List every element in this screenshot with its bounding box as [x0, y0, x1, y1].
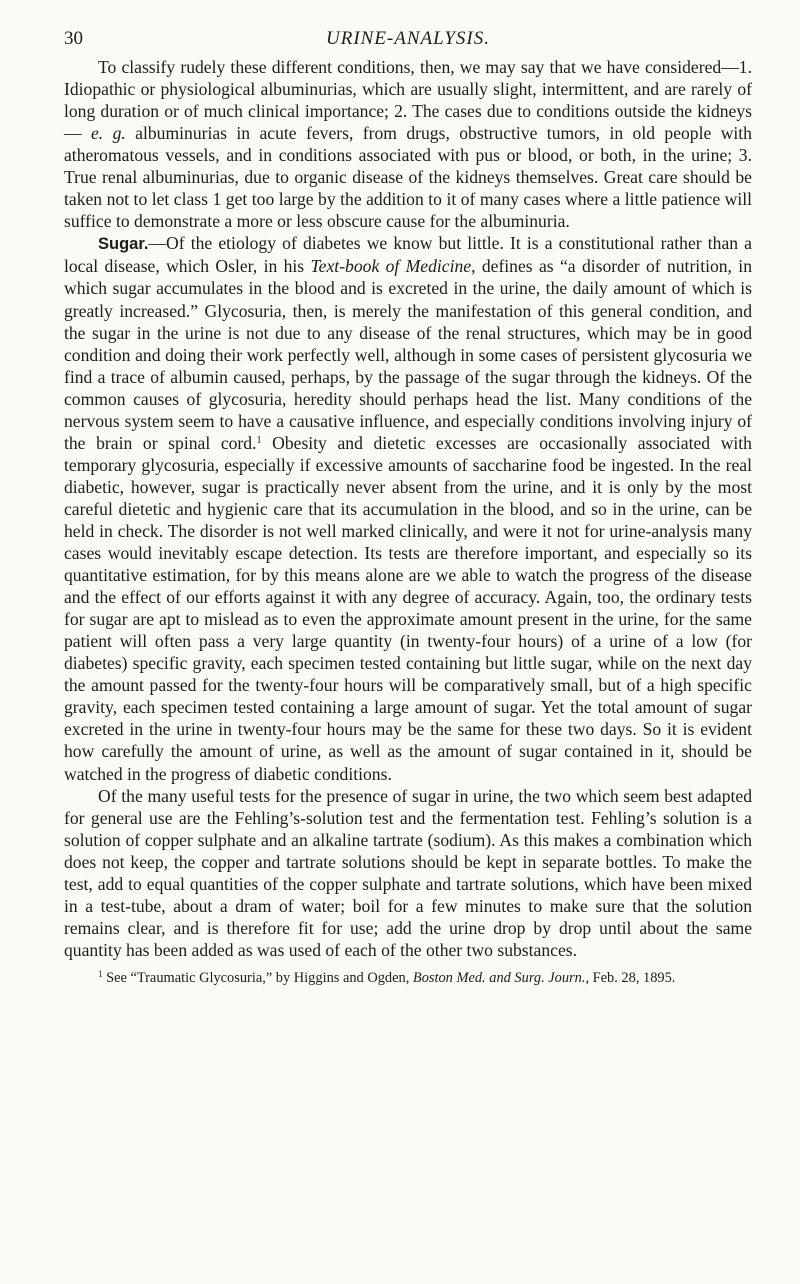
paragraph-text: defines as “a disorder of nutrition, in which sugar accumulates in the blood and is excreted in the urine, the daily amount of which is greatly increased.” Glycosuria, then, is merely the manifestation of this general condition, and the sugar in the urine is not due to any disease of the renal structures, which may be in good condition and doing their work perfectly well, although in some cases of persistent glycosuria we find a trace of albumin caused, perhaps, by the passage of the sugar through the kidneys. Of the common causes of glycosuria, heredity should perhaps head the list. Many conditions of the nervous system seem to have a causative influence, and especially conditions involving injury of the brain or spinal cord. [64, 256, 752, 453]
footnote-text: See “Traumatic Glycosuria,” by Higgins and Ogden, [102, 969, 413, 986]
page-number: 30 [64, 28, 83, 49]
footnote-reference[interactable]: 1 [256, 434, 262, 446]
book-title: Text-book of Medicine, [310, 256, 476, 277]
running-title: URINE-ANALYSIS. [326, 28, 490, 49]
footnote-marker: 1 [98, 968, 103, 979]
footnote-text: Feb. 28, 1895. [589, 969, 676, 986]
paragraph-text: albuminurias in acute fevers, from drugs, obstructive tumors, in old people with atheromatous vessels, and in conditions associated with pus or blood, or both, in the urine; 3. True renal albuminurias, due to organic disease of the kidneys themselves. Great care should be taken not to let class 1 get too large by the addition to it of many cases where a little patience will suffice to demonstrate a more or less obscure cause for the albuminuria. [64, 123, 752, 232]
page-header [64, 0, 752, 56]
body-text [64, 56, 752, 987]
paragraph-tests [64, 785, 752, 961]
paragraph-text: —Of the etiology of diabetes we know but little. It is a constitutional rather than a local disease, which Osler, in his [64, 233, 752, 277]
paragraph-text: To classify rudely these different conditions, then, we may say that we have considered—1. Idiopathic or physiological albuminurias, which are usually slight, intermittent, and are rarely of long duration or of much clinical importance; 2. The cases due to conditions outside the kidneys— [64, 57, 752, 144]
paragraph-sugar [64, 232, 752, 784]
footnote [64, 969, 752, 987]
paragraph-classification [64, 56, 752, 232]
italic-text: e. g. [90, 123, 126, 144]
paragraph-text: Of the many useful tests for the presence of sugar in urine, the two which seem best adapted for general use are the Fehling’s-solution test and the fermentation test. Fehling’s solution is a solution of copper sulphate and an alkaline tartrate (sodium). As this makes a combination which does not keep, the copper and tartrate solutions should be kept in separate bottles. To make the test, add to equal quantities of the copper sulphate and tartrate solutions, which have been mixed in a test-tube, about a dram of water; boil for a few minutes to make sure that the solution remains clear, and is therefore fit for use; add the urine drop by drop until about the same quantity has been added as was used of each of the other two substances. [64, 785, 752, 960]
journal-title: Boston Med. and Surg. Journ., [412, 969, 590, 986]
section-heading-sugar: Sugar. [98, 235, 149, 254]
paragraph-text: Obesity and dietetic excesses are occasionally associated with temporary glycosuria, especially if excessive amounts of saccharine food be ingested. In the real diabetic, however, sugar is practically never absent from the urine, and it is only by the most careful dietetic and hygienic care that its accumulation in the blood, and so in the urine, can be held in check. The disorder is not well marked clinically, and were it not for urine-analysis many cases would inevitably escape detection. Its tests are therefore important, and especially so its quantitative estimation, for by this means alone are we able to watch the progress of the disease and the effect of our efforts against it with any degree of accuracy. Again, too, the ordinary tests for sugar are apt to mislead as to even the approximate amount present in the urine, for the same patient will often pass a very large quantity (in twenty-four hours) of a urine of a low (for diabetes) specific gravity, each specimen tested containing but little sugar, while on the next day the amount passed for the twenty-four hours will be comparatively small, but of a high specific gravity, each specimen tested containing a large amount of sugar. Yet the total amount of sugar excreted in the urine in twenty-four hours may be the same for these two days. So it is evident how carefully the amount of urine, as well as the amount of sugar contained in it, should be watched in the progress of diabetic conditions. [64, 432, 752, 784]
